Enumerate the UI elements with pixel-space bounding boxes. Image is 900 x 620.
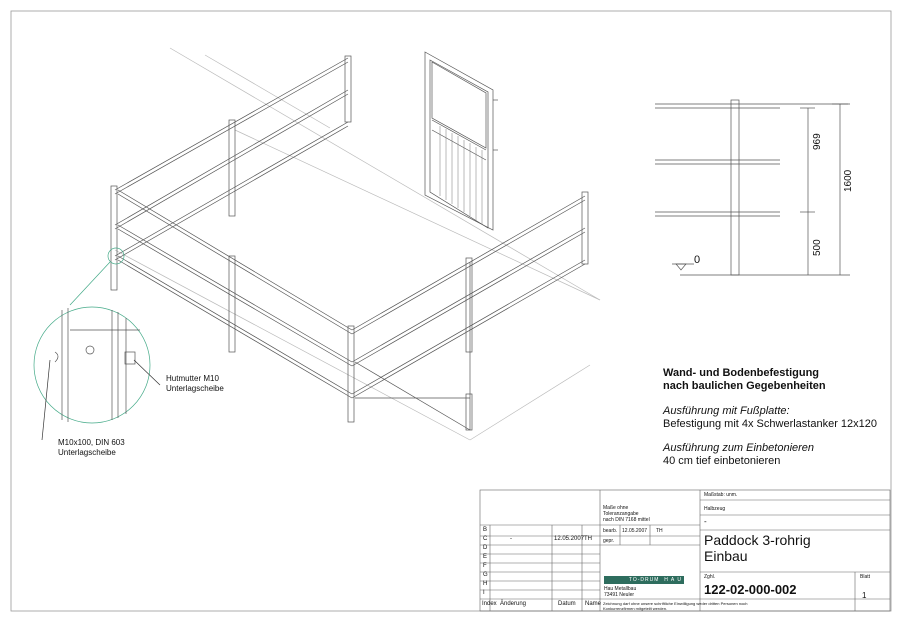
logo-small-text: TO-DRUM [628,577,660,583]
drawing-number: 122-02-000-002 [704,582,797,597]
revision-index: F [483,563,487,569]
revision-name: TH [584,536,592,542]
bearb-date: 12.05.2007 [622,528,648,534]
tolerance-1: Maße ohne [603,505,629,511]
col-index: Index [482,601,497,607]
revision-date: 12.05.2007 [554,536,585,542]
logo-text: H A U [664,577,682,583]
sheet-frame [11,11,891,611]
revision-index: E [483,554,488,560]
col-date: Datum [558,601,576,607]
revision-index: I [483,590,485,596]
bolt-label-2: Unterlagscheibe [58,448,116,457]
dim-1600: 1600 [843,169,854,192]
note-heading-2: nach baulichen Gegebenheiten [663,380,826,392]
material-value: - [704,517,707,526]
drawing-title-2: Einbau [704,548,748,564]
bolt-label: M10x100, DIN 603 [58,438,125,447]
tolerance-3: nach DIN 7168 mittel [603,517,650,523]
level-zero: 0 [694,254,701,266]
disclaimer-2: Konkurrenzfirmen mitgeteilt werden. [603,606,668,611]
dim-969: 969 [812,133,823,150]
disclaimer-1: Zeichnung darf ohne unsere schriftliche Einwilligung weder dritten Personen noch [603,601,748,606]
company-city: 73491 Neuler [604,592,635,598]
revision-index: G [483,572,488,578]
material-label: Halbzeug [704,506,726,512]
nut-label: Hutmutter M10 [166,374,219,383]
dim-500: 500 [812,239,823,256]
title-block-grid [480,490,890,611]
revision-index: H [483,581,488,587]
col-name: Name [585,601,602,607]
drawing-no-label: Zghl. [704,574,716,580]
revision-change: - [510,536,512,542]
bearb-name: TH [656,528,663,534]
scale-label: Maßstab: unm. [704,492,738,498]
bearb-label: bearb. [603,528,618,534]
option1-text: Befestigung mit 4x Schwerlastanker 12x120 [663,418,878,430]
note-heading-1: Wand- und Bodenbefestigung [663,367,820,379]
revision-index: B [483,527,488,533]
option1-title: Ausführung mit Fußplatte: [663,405,790,417]
option2-text: 40 cm tief einbetonieren [663,455,781,467]
detail-callout [70,248,124,305]
company-logo [604,576,684,584]
option2-title: Ausführung zum Einbetonieren [663,442,815,454]
revision-index: D [483,545,488,551]
sheet-number: 1 [862,591,867,600]
detail-view [34,307,160,440]
revision-index: C [483,536,488,542]
company-name: Hau Metallbau [604,586,637,592]
tolerance-2: Toleranzangabe [603,511,639,517]
sheet-label: Blatt [860,574,871,580]
drawing-title-1: Paddock 3-rohrig [704,532,811,548]
col-change: Änderung [500,601,527,607]
nut-label-2: Unterlagscheibe [166,384,224,393]
gepr-label: gepr. [603,538,615,544]
